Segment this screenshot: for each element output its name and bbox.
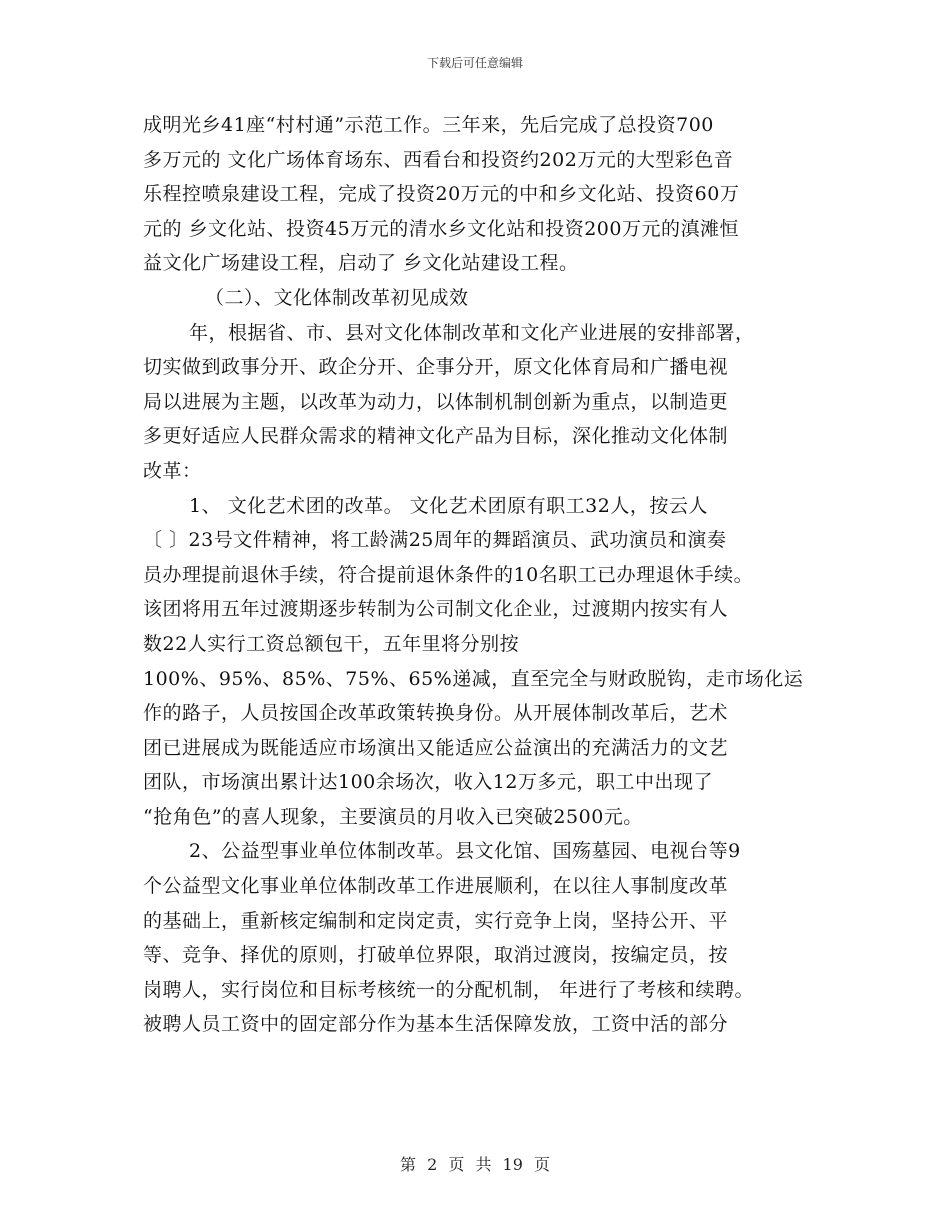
text-line: 多更好适应人民群众需求的精神文化产品为目标，深化推动文化体制 — [143, 425, 729, 448]
text-line: 〔 〕23号文件精神，将工龄满25周年的舞蹈演员、武功演员和演奏 — [143, 529, 727, 552]
text-line: “抢角色”的喜人现象，主要演员的月收入已突破2500元。 — [143, 805, 643, 828]
text-line: 团队，市场演出累计达100余场次，收入12万多元，职工中出现了 — [143, 771, 713, 794]
text-line: 作的路子，人员按国企改革政策转换身份。从开展体制改革后，艺术 — [143, 702, 729, 725]
text-line: 等、竞争、择优的原则，打破单位界限，取消过渡岗，按编定员，按 — [143, 944, 729, 967]
text-line: 切实做到政事分开、政企分开、企事分开，原文化体育局和广播电视 — [143, 356, 729, 379]
text-line: 乐程控喷泉建设工程，完成了投资20万元的中和乡文化站、投资60万 — [143, 183, 740, 206]
text-line: 团已进展成为既能适应市场演出又能适应公益演出的充满活力的文艺 — [143, 736, 729, 759]
text-line: 100%、95%、85%、75%、65%递减，直至完全与财政脱钩，走市场化运 — [143, 667, 804, 690]
text-line: 个公益型文化事业单位体制改革工作进展顺利，在以往人事制度改革 — [143, 875, 729, 898]
text-line: 益文化广场建设工程，启动了 乡文化站建设工程。 — [143, 252, 579, 275]
text-line: 元的 乡文化站、投资45万元的清水乡文化站和投资200万元的滇滩恒 — [143, 217, 739, 240]
text-line: 局以进展为主题，以改革为动力，以体制机制创新为重点，以制造更 — [143, 390, 729, 413]
text-line: 成明光乡41座“村村通”示范工作。三年来，先后完成了总投资700 — [143, 114, 714, 136]
page-header: 下载后可任意编辑 — [426, 56, 523, 70]
text-line: 2、公益型事业单位体制改革。县文化馆、国殇墓园、电视台等9 — [189, 840, 741, 863]
page-footer: 第 2 页 共 19 页 — [400, 1155, 550, 1174]
document-body — [143, 108, 823, 1042]
text-line: （二）、文化体制改革初见成效 — [205, 286, 469, 309]
text-line: 年，根据省、市、县对文化体制改革和文化产业进展的安排部署， — [189, 321, 755, 344]
text-line: 1、 文化艺术团的改革。 文化艺术团原有职工32人，按云人 — [189, 494, 708, 517]
text-line: 的基础上，重新核定编制和定岗定责，实行竞争上岗，坚持公开、平 — [143, 909, 729, 932]
text-line: 数22人实行工资总额包干，五年里将分别按 — [143, 632, 520, 655]
text-line: 改革： — [143, 459, 202, 482]
text-line: 岗聘人，实行岗位和目标考核统一的分配机制， 年进行了考核和续聘。 — [143, 978, 755, 1001]
text-line: 员办理提前退休手续，符合提前退休条件的10名职工已办理退休手续。 — [143, 563, 754, 586]
text-line: 该团将用五年过渡期逐步转制为公司制文化企业，过渡期内按实有人 — [143, 598, 729, 621]
text-line: 被聘人员工资中的固定部分作为基本生活保障发放，工资中活的部分 — [143, 1013, 729, 1036]
text-line: 多万元的 文化广场体育场东、西看台和投资约202万元的大型彩色音 — [143, 148, 734, 171]
